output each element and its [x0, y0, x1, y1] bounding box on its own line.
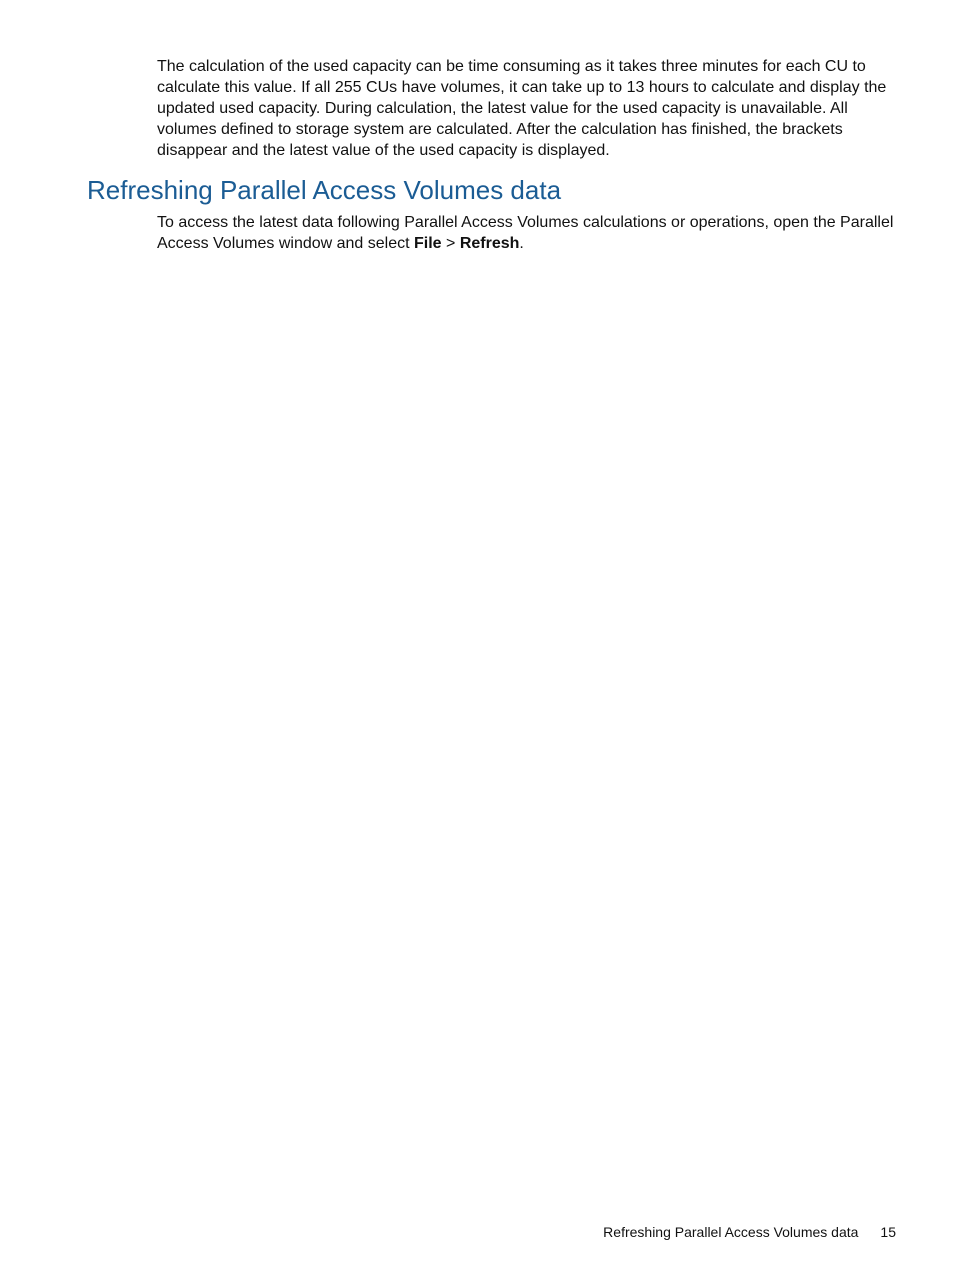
instruction-end: . [519, 235, 524, 252]
footer-title: Refreshing Parallel Access Volumes data [603, 1224, 859, 1240]
body-paragraph: The calculation of the used capacity can be time consuming as it takes three minutes for each CU to calculate this value. If all 255 CUs have volumes, it can take up to 13 hours to calculate and display the updated used capacity. During calculation, the latest value for the used capacity is unavailable. All volumes defined to storage system are calculated. After the calculation has finished, the brackets disappear and the latest value of the used capacity is displayed. [157, 58, 887, 159]
menu-file-label: File [414, 235, 442, 252]
menu-separator: > [441, 235, 460, 252]
page-footer [603, 1222, 896, 1242]
instruction-text: To access the latest data following Parallel Access Volumes calculations or operations, open the Parallel Access Volumes window and select [157, 214, 894, 252]
section-heading: Refreshing Parallel Access Volumes data [87, 175, 562, 205]
body-paragraph-refresh-instructions [157, 212, 902, 254]
page-number: 15 [880, 1224, 896, 1240]
menu-refresh-label: Refresh [459, 235, 520, 252]
